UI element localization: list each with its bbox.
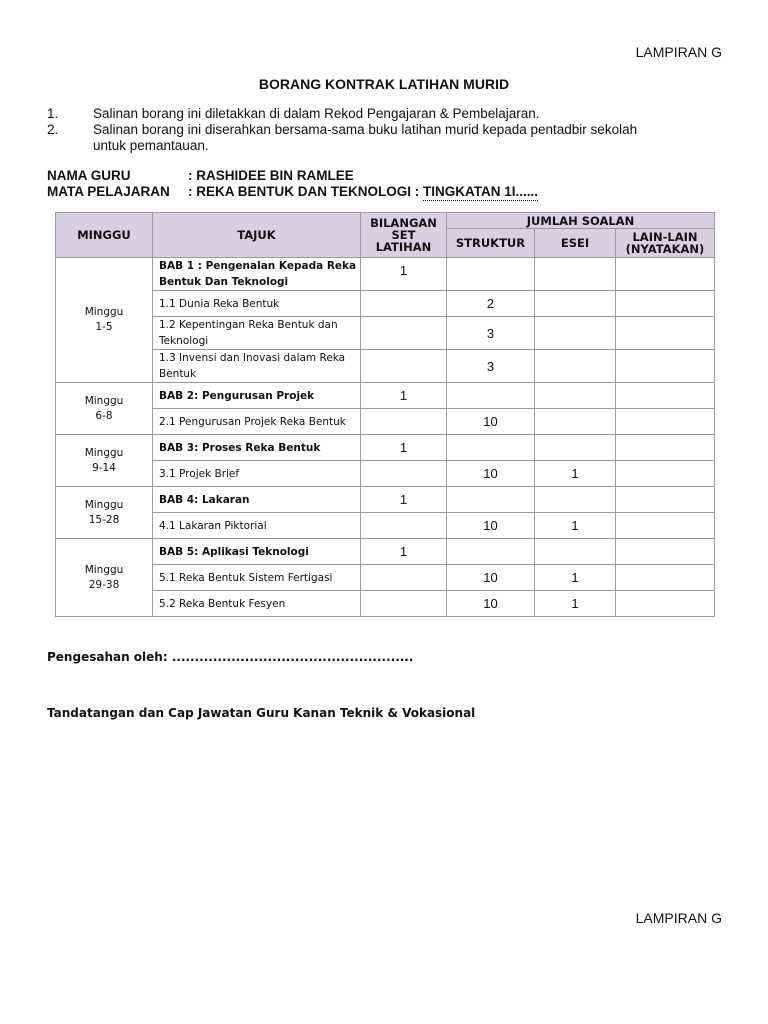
lain-lain-cell <box>616 258 715 291</box>
table-row <box>56 435 715 461</box>
struktur-cell: 3 <box>447 317 535 350</box>
esei-cell <box>535 350 616 383</box>
week-cell: Minggu 6-8 <box>56 383 153 435</box>
set-count-cell <box>361 291 447 317</box>
topic-cell: BAB 3: Proses Reka Bentuk <box>153 435 361 461</box>
table-row <box>56 291 715 317</box>
esei-cell <box>535 435 616 461</box>
week-cell: Minggu 15-28 <box>56 487 153 539</box>
struktur-cell: 10 <box>447 513 535 539</box>
note-1 <box>47 106 540 122</box>
struktur-cell: 3 <box>447 350 535 383</box>
lain-lain-cell <box>616 383 715 409</box>
struktur-cell <box>447 435 535 461</box>
struktur-cell <box>447 258 535 291</box>
topic-cell: BAB 2: Pengurusan Projek <box>153 383 361 409</box>
esei-cell: 1 <box>535 591 616 617</box>
table-row <box>56 487 715 513</box>
topic-cell: 4.1 Lakaran Piktorial <box>153 513 361 539</box>
week-cell: Minggu 9-14 <box>56 435 153 487</box>
topic-cell: 5.2 Reka Bentuk Fesyen <box>153 591 361 617</box>
lampiran-label-top: LAMPIRAN G <box>635 44 722 60</box>
set-count-cell: 1 <box>361 435 447 461</box>
struktur-cell: 10 <box>447 461 535 487</box>
table-row <box>56 461 715 487</box>
esei-cell <box>535 383 616 409</box>
subject-label: MATA PELAJARAN <box>47 184 170 199</box>
set-count-cell <box>361 350 447 383</box>
table-row <box>56 258 715 291</box>
topic-cell: 1.2 Kepentingan Reka Bentuk dan Teknologi <box>153 317 361 350</box>
set-count-cell <box>361 565 447 591</box>
teacher-label: NAMA GURU <box>47 168 131 183</box>
teacher-name-row <box>47 168 354 183</box>
header-lain-lain: LAIN-LAIN (NYATAKAN) <box>616 229 715 258</box>
note-number: 2. <box>47 122 59 137</box>
table-row <box>56 383 715 409</box>
tingkatan-value: TINGKATAN 1I...... <box>423 184 539 199</box>
lain-lain-cell <box>616 317 715 350</box>
table-row <box>56 317 715 350</box>
week-cell: Minggu 29-38 <box>56 539 153 617</box>
esei-cell: 1 <box>535 461 616 487</box>
note-number: 1. <box>47 106 59 121</box>
esei-cell <box>535 409 616 435</box>
topic-cell: 2.1 Pengurusan Projek Reka Bentuk <box>153 409 361 435</box>
header-struktur: STRUKTUR <box>447 229 535 258</box>
esei-cell <box>535 317 616 350</box>
set-count-cell <box>361 591 447 617</box>
lain-lain-cell <box>616 513 715 539</box>
lain-lain-cell <box>616 435 715 461</box>
struktur-cell <box>447 383 535 409</box>
table-row <box>56 409 715 435</box>
esei-cell: 1 <box>535 513 616 539</box>
set-count-cell <box>361 409 447 435</box>
set-count-cell: 1 <box>361 258 447 291</box>
esei-cell <box>535 487 616 513</box>
struktur-cell <box>447 487 535 513</box>
lain-lain-cell <box>616 409 715 435</box>
note-2 <box>47 122 637 154</box>
topic-cell: BAB 4: Lakaran <box>153 487 361 513</box>
header-tajuk: TAJUK <box>153 213 361 258</box>
table-row <box>56 539 715 565</box>
header-bilangan: BILANGAN SET LATIHAN <box>361 213 447 258</box>
table-row <box>56 591 715 617</box>
table-row <box>56 565 715 591</box>
topic-cell: 5.1 Reka Bentuk Sistem Fertigasi <box>153 565 361 591</box>
header-minggu: MINGGU <box>56 213 153 258</box>
lain-lain-cell <box>616 539 715 565</box>
topic-cell: 3.1 Projek Brief <box>153 461 361 487</box>
subject-row <box>47 184 538 199</box>
esei-cell: 1 <box>535 565 616 591</box>
set-count-cell <box>361 513 447 539</box>
struktur-cell: 10 <box>447 565 535 591</box>
set-count-cell: 1 <box>361 539 447 565</box>
lain-lain-cell <box>616 291 715 317</box>
note-continuation: untuk pemantauan. <box>93 138 209 153</box>
esei-cell <box>535 539 616 565</box>
form-title: BORANG KONTRAK LATIHAN MURID <box>258 76 510 92</box>
topic-cell: 1.3 Invensi dan Inovasi dalam Reka Bentuk <box>153 350 361 383</box>
week-cell: Minggu 1-5 <box>56 258 153 383</box>
topic-cell: 1.1 Dunia Reka Bentuk <box>153 291 361 317</box>
subject-name: : REKA BENTUK DAN TEKNOLOGI : <box>188 184 423 199</box>
topic-cell: BAB 1 : Pengenalan Kepada Reka Bentuk Dan Teknologi <box>153 258 361 291</box>
struktur-cell: 10 <box>447 409 535 435</box>
confirmation-line: Pengesahan oleh: ..................................................... <box>47 650 414 664</box>
set-count-cell: 1 <box>361 383 447 409</box>
set-count-cell <box>361 317 447 350</box>
lain-lain-cell <box>616 591 715 617</box>
signature-line: Tandatangan dan Cap Jawatan Guru Kanan Teknik & Vokasional <box>47 706 476 720</box>
note-text: Salinan borang ini diserahkan bersama-sama buku latihan murid kepada pentadbir sekolah <box>93 122 638 137</box>
struktur-cell: 10 <box>447 591 535 617</box>
training-contract-table <box>55 212 715 617</box>
set-count-cell: 1 <box>361 487 447 513</box>
esei-cell <box>535 258 616 291</box>
header-esei: ESEI <box>535 229 616 258</box>
table-row <box>56 350 715 383</box>
lain-lain-cell <box>616 350 715 383</box>
lain-lain-cell <box>616 487 715 513</box>
table-row <box>56 513 715 539</box>
struktur-cell: 2 <box>447 291 535 317</box>
lain-lain-cell <box>616 461 715 487</box>
note-text: Salinan borang ini diletakkan di dalam Rekod Pengajaran & Pembelajaran. <box>93 106 540 121</box>
lampiran-label-bottom: LAMPIRAN G <box>635 910 722 926</box>
header-jumlah-soalan: JUMLAH SOALAN <box>447 213 715 229</box>
topic-cell: BAB 5: Aplikasi Teknologi <box>153 539 361 565</box>
struktur-cell <box>447 539 535 565</box>
teacher-name: : RASHIDEE BIN RAMLEE <box>188 168 354 183</box>
set-count-cell <box>361 461 447 487</box>
esei-cell <box>535 291 616 317</box>
lain-lain-cell <box>616 565 715 591</box>
